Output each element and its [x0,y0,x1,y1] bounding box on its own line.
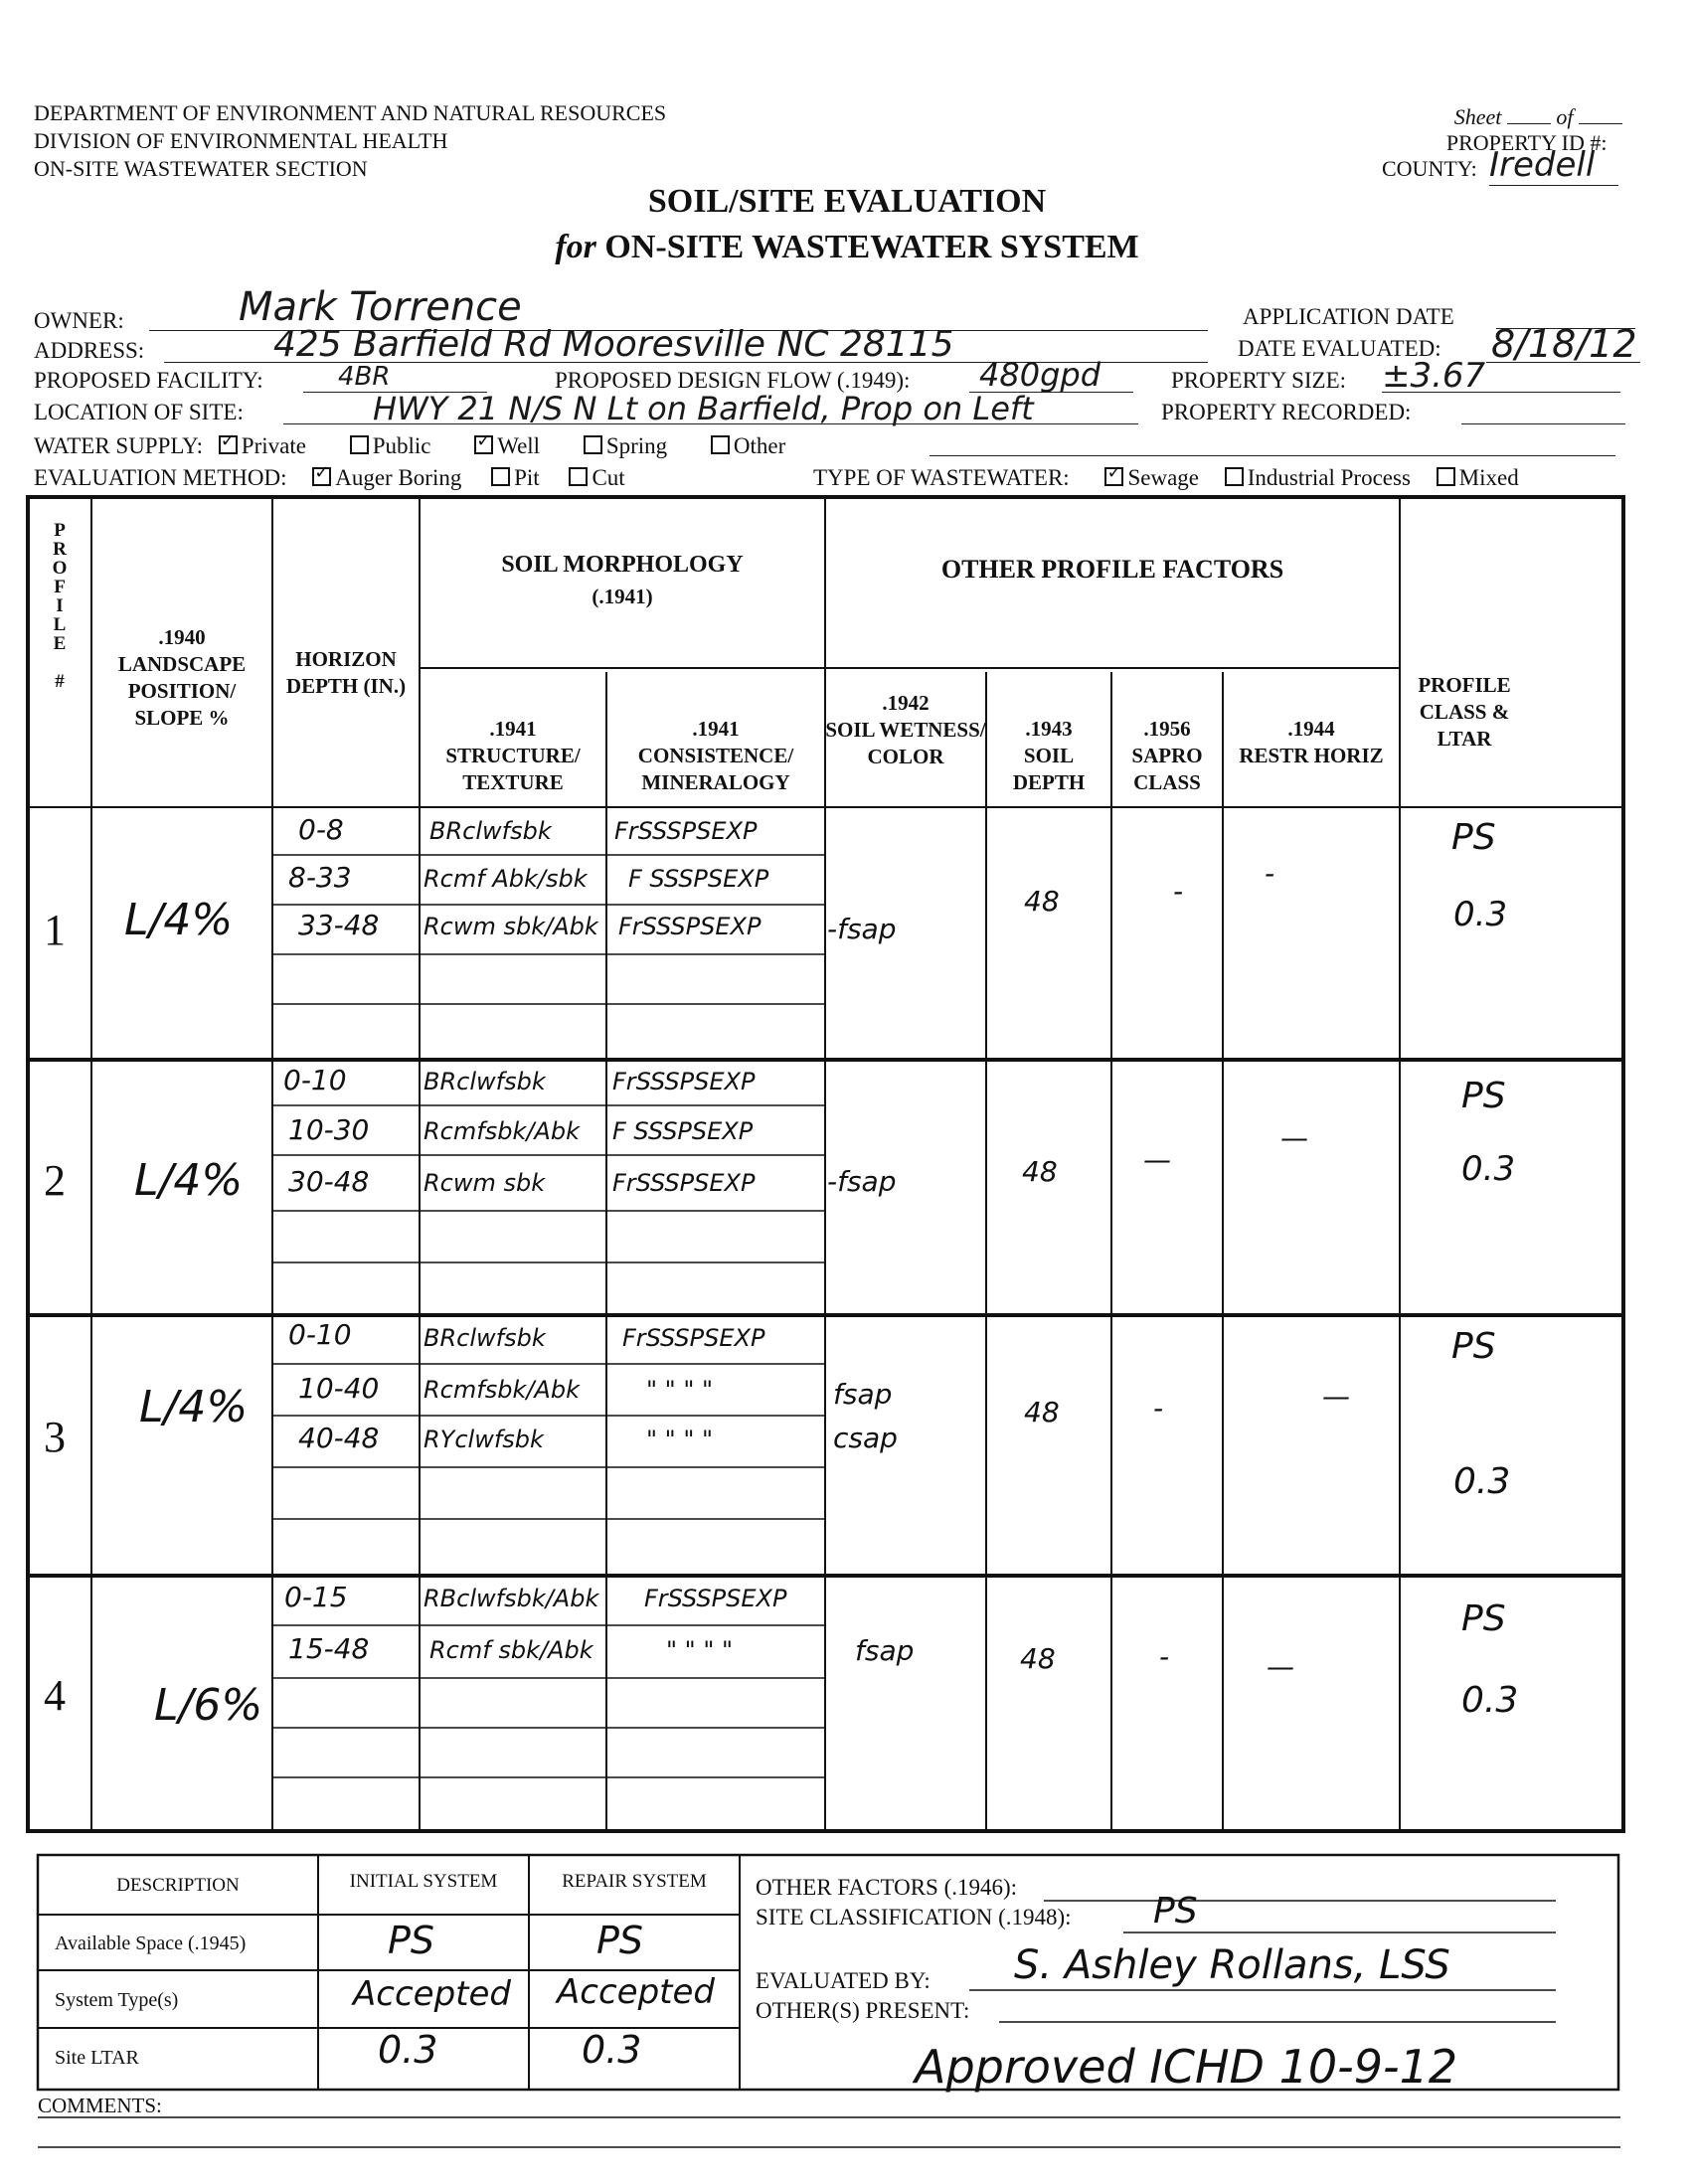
profile-class-value: PS [1451,1326,1496,1367]
dept-line-1: DEPARTMENT OF ENVIRONMENT AND NATURAL RESOURCES [34,100,667,125]
structure-value: Rcwm sbk/Abk [424,913,598,940]
wetness-value: fsap [833,1378,893,1411]
horizon-depth: 30-48 [288,1165,370,1198]
landscape-value: L/4% [134,1155,244,1206]
soil-depth-value: 48 [1020,1642,1056,1675]
date-evaluated-value: 8/18/12 [1491,322,1637,366]
soil-depth-value: 48 [1024,1396,1060,1428]
consistence-value: F SSSPSEXP [612,1117,754,1145]
sapro-value: - [1173,875,1184,908]
date-evaluated-label: DATE EVALUATED: [1238,336,1441,361]
other-factors-label: OTHER FACTORS (.1946): [756,1875,1018,1900]
horizon-depth: 33-48 [298,909,380,941]
location-value: HWY 21 N/S N Lt on Barfield, Prop on Left [373,390,1034,427]
horizon-depth: 0-15 [284,1581,348,1613]
consistence-value: FrSSSPSEXP [644,1585,787,1612]
consistence-header: .1941 CONSISTENCE/ MINERALOGY [637,717,794,794]
initial-system-type: Accepted [353,1974,511,2014]
profile-class-header: PROFILE CLASS & LTAR [1418,673,1511,751]
of-label: of [1556,104,1574,129]
horizon-depth: 15-48 [288,1632,370,1665]
structure-value: Rcmf sbk/Abk [429,1636,593,1664]
site-classification-label: SITE CLASSIFICATION (.1948): [756,1905,1072,1930]
restr-value: - [1265,857,1275,890]
structure-header: .1941 STRUCTURE/ TEXTURE [445,717,581,794]
owner-value: Mark Torrence [239,284,522,330]
summary-row-label: Site LTAR [55,2047,139,2069]
structure-value: Rcmfsbk/Abk [424,1117,580,1145]
evaluated-by-signature: S. Ashley Rollans, LSS [1014,1942,1450,1988]
consistence-value: FrSSSPSEXP [618,913,762,940]
other-profile-factors-header: OTHER PROFILE FACTORS [940,555,1284,584]
water-supply-row: WATER SUPPLY: ✓ Private Public ✓ Well Spring Other [34,433,785,459]
horizon-depth: 0-10 [288,1318,352,1351]
wastewater-row: TYPE OF WASTEWATER: ✓ Sewage Industrial Process Mixed [813,465,1519,491]
sapro-value: - [1153,1392,1164,1425]
horizon-depth: 10-30 [288,1113,370,1146]
wetness-value: fsap [855,1634,915,1667]
profile-number: 2 [44,1156,66,1205]
title-line-2: for ON-SITE WASTEWATER SYSTEM [555,229,1139,265]
structure-value: Rcmfsbk/Abk [424,1376,580,1404]
others-present-label: OTHER(S) PRESENT: [756,1998,970,2023]
summary-row-label: Available Space (.1945) [55,1932,247,1954]
consistence-value: F SSSPSEXP [628,865,769,893]
dept-line-3: ON-SITE WASTEWATER SECTION [34,156,368,181]
sapro-value: — [1143,1143,1171,1176]
evaluation-method-row: EVALUATION METHOD: ✓ Auger Boring Pit Cut [34,465,625,491]
horizon-depth: 8-33 [288,861,352,894]
evaluated-by-label: EVALUATED BY: [756,1968,931,1993]
consistence-value: " " " " [666,1636,734,1664]
wetness-header: .1942 SOIL WETNESS/ COLOR [825,691,986,768]
profile-number: 1 [44,906,66,954]
design-flow-label: PROPOSED DESIGN FLOW (.1949): [555,368,911,393]
initial-site-ltar: 0.3 [378,2028,438,2072]
structure-value: RYclwfsbk [424,1426,544,1453]
county-value: Iredell [1489,145,1618,186]
horizon-depth: 10-40 [298,1372,380,1405]
wetness-value-2: csap [833,1422,898,1454]
sheet-label: Sheet [1453,104,1502,129]
profile-number: 3 [44,1413,66,1461]
dept-line-2: DIVISION OF ENVIRONMENTAL HEALTH [34,128,448,153]
site-classification-value: PS [1153,1891,1198,1932]
evaluation-method-label: EVALUATION METHOD: [34,465,287,490]
initial-system-header: INITIAL SYSTEM [349,1871,498,1892]
sapro-header: .1956 SAPRO CLASS [1131,717,1203,794]
landscape-value: L/6% [154,1680,263,1731]
comments-label: COMMENTS: [38,2094,162,2117]
structure-value: BRclwfsbk [424,1068,546,1095]
landscape-value: L/4% [124,895,234,945]
soil-depth-header: .1943 SOIL DEPTH [1012,717,1086,794]
design-flow-value: 480gpd [979,356,1101,394]
sapro-value: - [1159,1640,1170,1673]
restr-header: .1944 RESTR HORIZ [1239,717,1384,767]
horizon-header: HORIZON DEPTH (IN.) [285,647,407,698]
restr-value: — [1280,1121,1308,1154]
initial-available-space: PS [388,1919,435,1962]
profile-number: 4 [44,1671,66,1720]
wetness-value: -fsap [827,913,897,945]
profile-class-value: PS [1461,1076,1506,1116]
wastewater-label: TYPE OF WASTEWATER: [813,465,1070,490]
property-size-value: ±3.67 [1382,356,1486,396]
address-label: ADDRESS: [34,338,145,363]
consistence-value: " " " " [646,1376,714,1404]
owner-label: OWNER: [34,308,124,333]
soil-morphology-header: SOIL MORPHOLOGY (.1941) [501,552,744,608]
address-value: 425 Barfield Rd Mooresville NC 28115 [273,324,954,365]
horizon-depth: 0-8 [298,813,344,846]
structure-value: Rcmf Abk/sbk [424,865,588,893]
ltar-value: 0.3 [1461,1680,1519,1721]
repair-system-type: Accepted [557,1972,715,2012]
summary-row-label: System Type(s) [55,1989,179,2011]
wetness-value: -fsap [827,1165,897,1198]
consistence-value: FrSSSPSEXP [612,1068,756,1095]
landscape-value: L/4% [139,1382,249,1432]
structure-value: BRclwfsbk [429,817,552,845]
soil-depth-value: 48 [1022,1155,1058,1188]
approval-note: Approved ICHD 10-9-12 [915,2040,1458,2094]
property-size-label: PROPERTY SIZE: [1171,368,1347,393]
ltar-value: 0.3 [1461,1149,1516,1189]
consistence-value: FrSSSPSEXP [614,817,758,845]
structure-value: RBclwfsbk/Abk [424,1585,599,1612]
landscape-header: .1940 LANDSCAPE POSITION/ SLOPE % [117,625,247,730]
repair-system-header: REPAIR SYSTEM [562,1871,707,1892]
consistence-value: FrSSSPSEXP [622,1324,765,1352]
location-label: LOCATION OF SITE: [34,400,244,424]
ltar-value: 0.3 [1453,895,1508,934]
horizon-depth: 0-10 [283,1064,347,1096]
consistence-value: FrSSSPSEXP [612,1169,756,1197]
water-supply-label: WATER SUPPLY: [34,433,204,458]
application-date-label: APPLICATION DATE [1243,304,1454,329]
title-line-1: SOIL/SITE EVALUATION [647,183,1047,220]
profile-class-value: PS [1451,817,1496,858]
restr-value: — [1322,1380,1350,1413]
repair-available-space: PS [596,1919,644,1962]
structure-value: BRclwfsbk [424,1324,546,1352]
horizon-depth: 40-48 [298,1422,380,1454]
facility-label: PROPOSED FACILITY: [34,368,263,393]
consistence-value: " " " " [646,1426,714,1453]
description-header: DESCRIPTION [116,1875,240,1896]
property-id-label: PROPERTY ID #: [1445,130,1608,155]
county-label: COUNTY: [1382,156,1477,181]
profile-class-value: PS [1461,1598,1506,1639]
facility-value: 4BR [338,362,391,392]
soil-depth-value: 48 [1024,885,1060,918]
structure-value: Rcwm sbk [424,1169,546,1197]
profile-header: P R O F I L E # [52,520,68,692]
repair-site-ltar: 0.3 [582,2028,642,2072]
restr-value: — [1267,1650,1294,1683]
ltar-value: 0.3 [1453,1461,1511,1502]
property-recorded-label: PROPERTY RECORDED: [1161,400,1412,424]
